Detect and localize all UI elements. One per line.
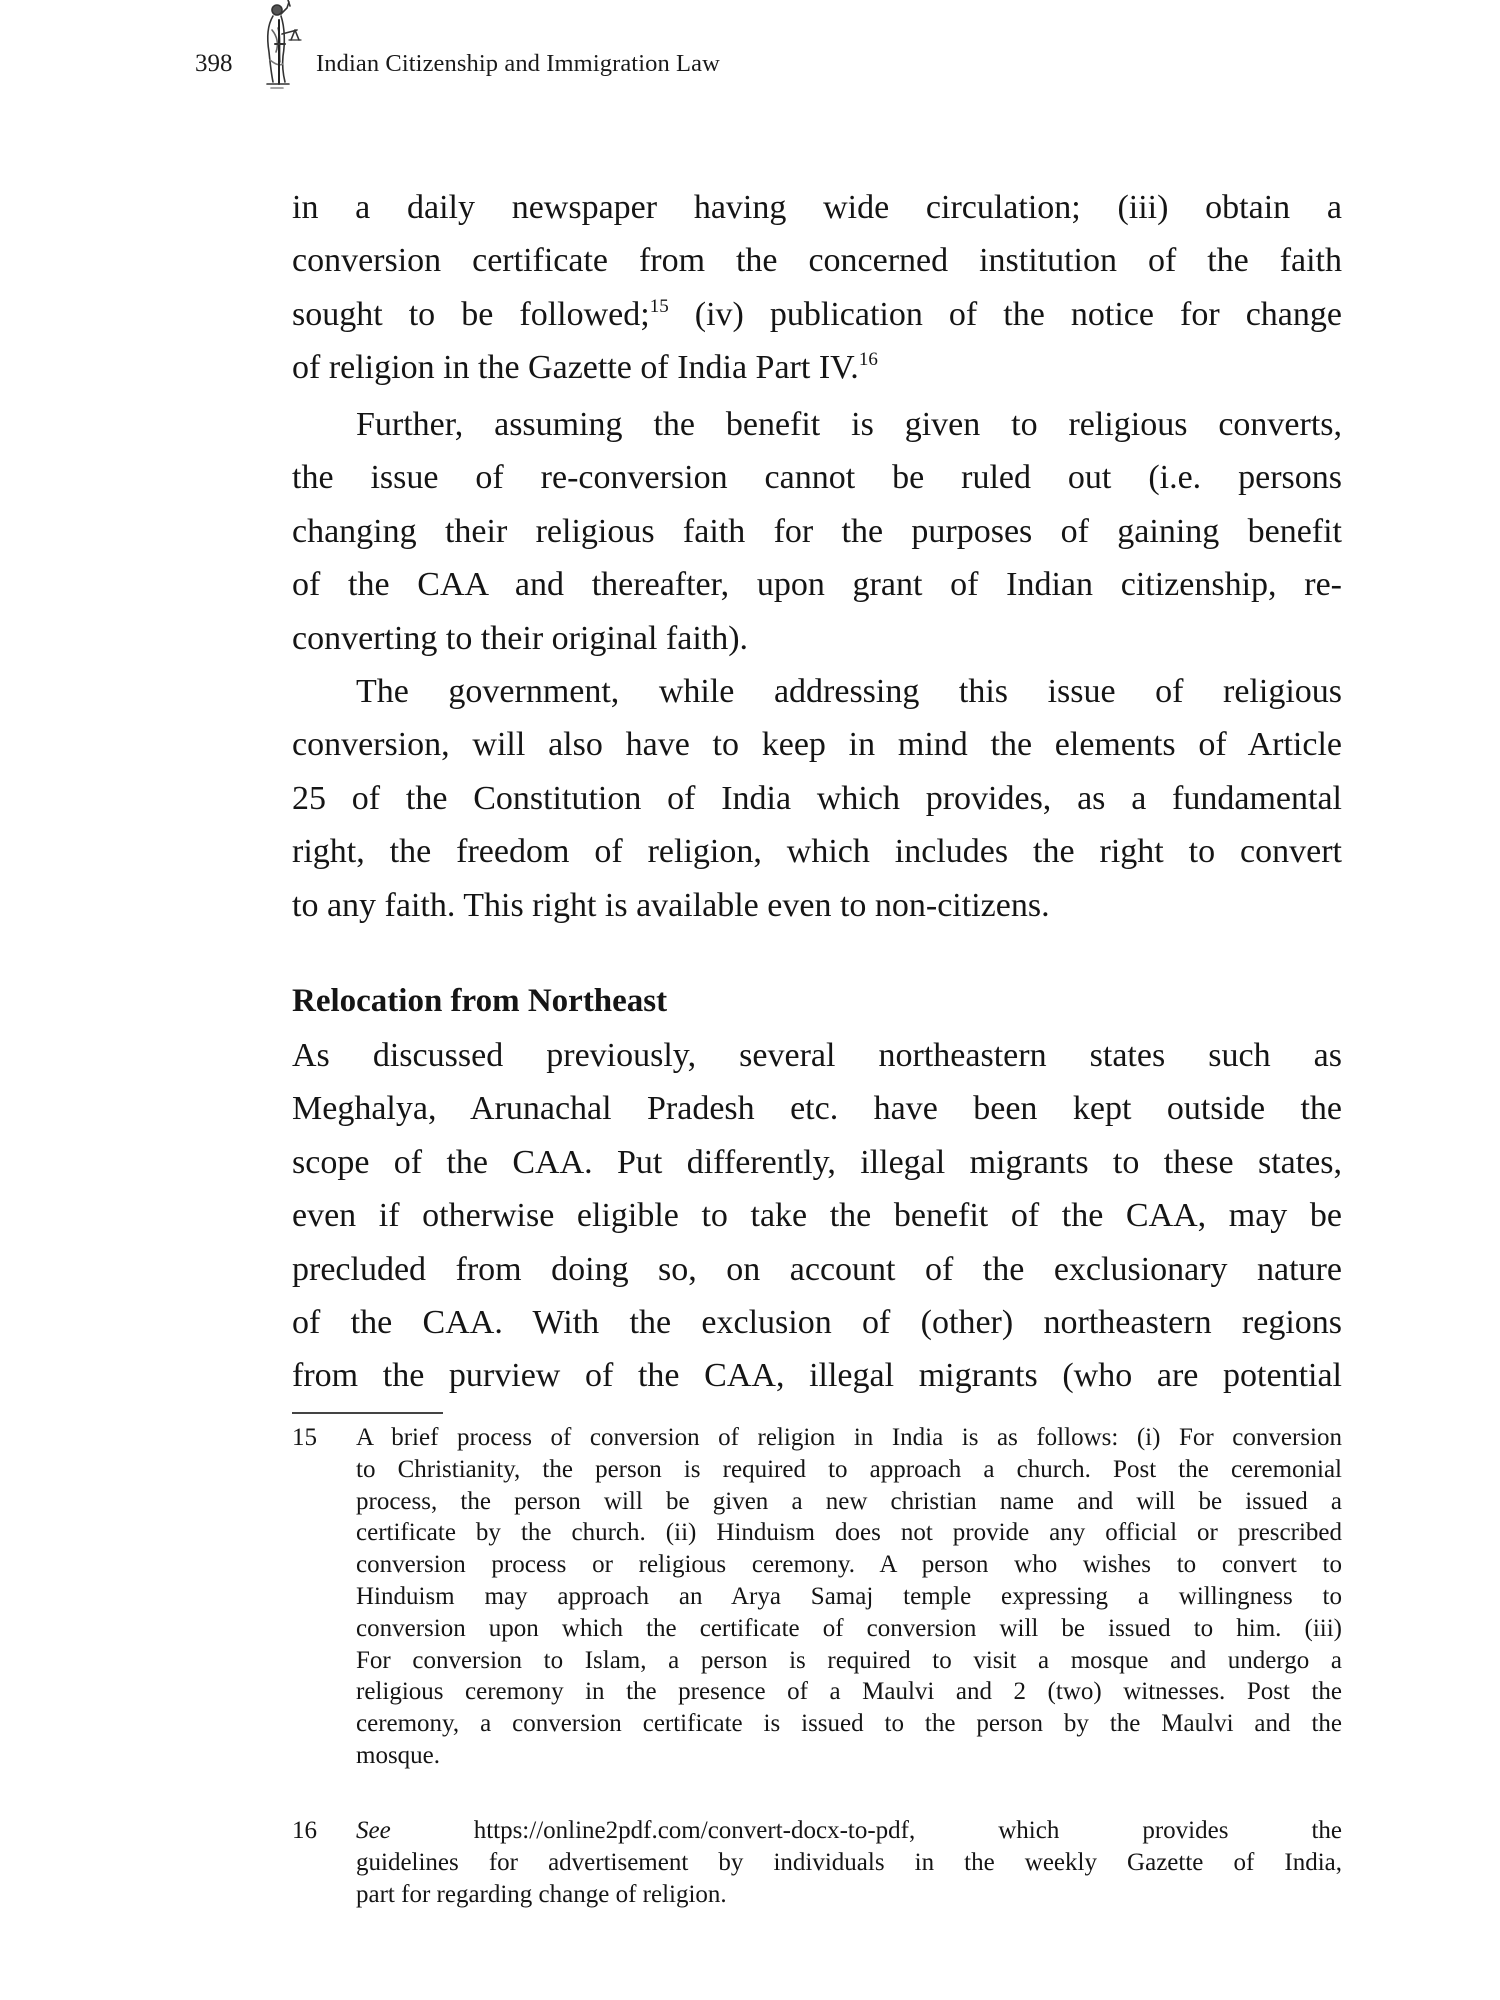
footnote-ref-15[interactable]: 15 — [649, 295, 669, 317]
paragraph-3 — [292, 665, 1342, 932]
text-line: 25 of the Constitution of India which provides, as a fundamental — [292, 779, 1342, 817]
footnote-line: conversion process or religious ceremony. A person who wishes to convert to — [356, 1551, 1342, 1579]
section-heading: Relocation from Northeast — [292, 983, 668, 1019]
footnote-line: Hinduism may approach an Arya Samaj temple expressing a willingness to — [356, 1582, 1342, 1610]
book-title: Indian Citizenship and Immigration Law — [316, 50, 720, 77]
text-segment: (iv) publication of the notice for change — [668, 295, 1342, 333]
text-line: scope of the CAA. Put differently, illegal migrants to these states, — [292, 1143, 1342, 1181]
footnote-line: guidelines for advertisement by individuals in the weekly Gazette of India, — [356, 1848, 1342, 1876]
text-line: in a daily newspaper having wide circulation; (iii) obtain a — [292, 189, 1342, 226]
text-line: precluded from doing so, on account of the exclusionary nature — [292, 1250, 1342, 1288]
footnote-number: 16 — [292, 1817, 317, 1844]
footnote-15 — [292, 1422, 1342, 1772]
text-line: the issue of re-conversion cannot be ruled out (i.e. persons — [292, 459, 1342, 497]
footnote-word: provides — [1142, 1817, 1229, 1844]
text-line: conversion certificate from the concerned institution of the faith — [292, 242, 1342, 280]
footnote-text — [356, 1815, 1342, 1910]
footnote-line: A brief process of conversion of religion in India is as follows: (i) For conversion — [356, 1424, 1342, 1451]
footnote-line — [356, 1815, 1342, 1847]
see-label: See — [356, 1817, 391, 1844]
footnote-line: part for regarding change of religion. — [356, 1880, 727, 1908]
text-line: changing their religious faith for the purposes of gaining benefit — [292, 512, 1342, 550]
text-line: to any faith. This right is available even to non-citizens. — [292, 886, 1050, 924]
footnote-number: 15 — [292, 1424, 317, 1451]
footnote-text — [356, 1422, 1342, 1772]
text-line: converting to their original faith). — [292, 619, 749, 657]
footnote-separator — [292, 1412, 443, 1414]
text-segment: sought to be followed; — [292, 295, 650, 333]
text-line: Meghalya, Arunachal Pradesh etc. have been kept outside the — [292, 1090, 1342, 1128]
text-line: of the CAA. With the exclusion of (other) northeastern regions — [292, 1303, 1342, 1341]
page-number: 398 — [195, 50, 233, 77]
footnote-line: certificate by the church. (ii) Hinduism does not provide any official or prescribed — [356, 1519, 1342, 1547]
footnote-word: the — [1311, 1817, 1342, 1844]
text-line: conversion, will also have to keep in mind the elements of Article — [292, 726, 1342, 764]
footnote-line: For conversion to Islam, a person is required to visit a mosque and undergo a — [356, 1646, 1342, 1674]
footnote-line: process, the person will be given a new christian name and will be issued a — [356, 1487, 1342, 1515]
text-line: As discussed previously, several northeastern states such as — [292, 1037, 1342, 1074]
section-paragraph — [292, 1029, 1342, 1403]
footnote-ref-16[interactable]: 16 — [858, 349, 878, 371]
text-segment: of religion in the Gazette of India Part IV. — [292, 349, 859, 387]
text-line: Further, assuming the benefit is given to religious converts, — [356, 406, 1342, 443]
footnote-line: conversion upon which the certificate of conversion will be issued to him. (iii) — [356, 1614, 1342, 1642]
footnote-line: religious ceremony in the presence of a Maulvi and 2 (two) witnesses. Post the — [356, 1678, 1342, 1706]
footnote-16 — [292, 1815, 1342, 1915]
footnote-word: which — [998, 1817, 1060, 1844]
text-line: even if otherwise eligible to take the benefit of the CAA, may be — [292, 1197, 1342, 1235]
paragraph-1 — [292, 181, 1342, 395]
text-line — [292, 288, 1342, 341]
footnote-word: https://online2pdf.com/convert-docx-to-pdf, — [473, 1817, 916, 1844]
footnote-line: to Christianity, the person is required to approach a church. Post the ceremonial — [356, 1455, 1342, 1483]
lady-justice-emblem-icon — [255, 0, 305, 92]
text-line: right, the freedom of religion, which includes the right to convert — [292, 833, 1342, 871]
paragraph-2 — [292, 398, 1342, 665]
text-line: of the CAA and thereafter, upon grant of Indian citizenship, re- — [292, 566, 1342, 604]
text-line: The government, while addressing this issue of religious — [356, 673, 1342, 710]
running-header — [195, 0, 895, 110]
text-line — [292, 341, 1342, 394]
footnote-line: ceremony, a conversion certificate is issued to the person by the Maulvi and the — [356, 1710, 1342, 1738]
footnote-line: mosque. — [356, 1741, 441, 1769]
text-line: from the purview of the CAA, illegal migrants (who are potential — [292, 1357, 1342, 1395]
